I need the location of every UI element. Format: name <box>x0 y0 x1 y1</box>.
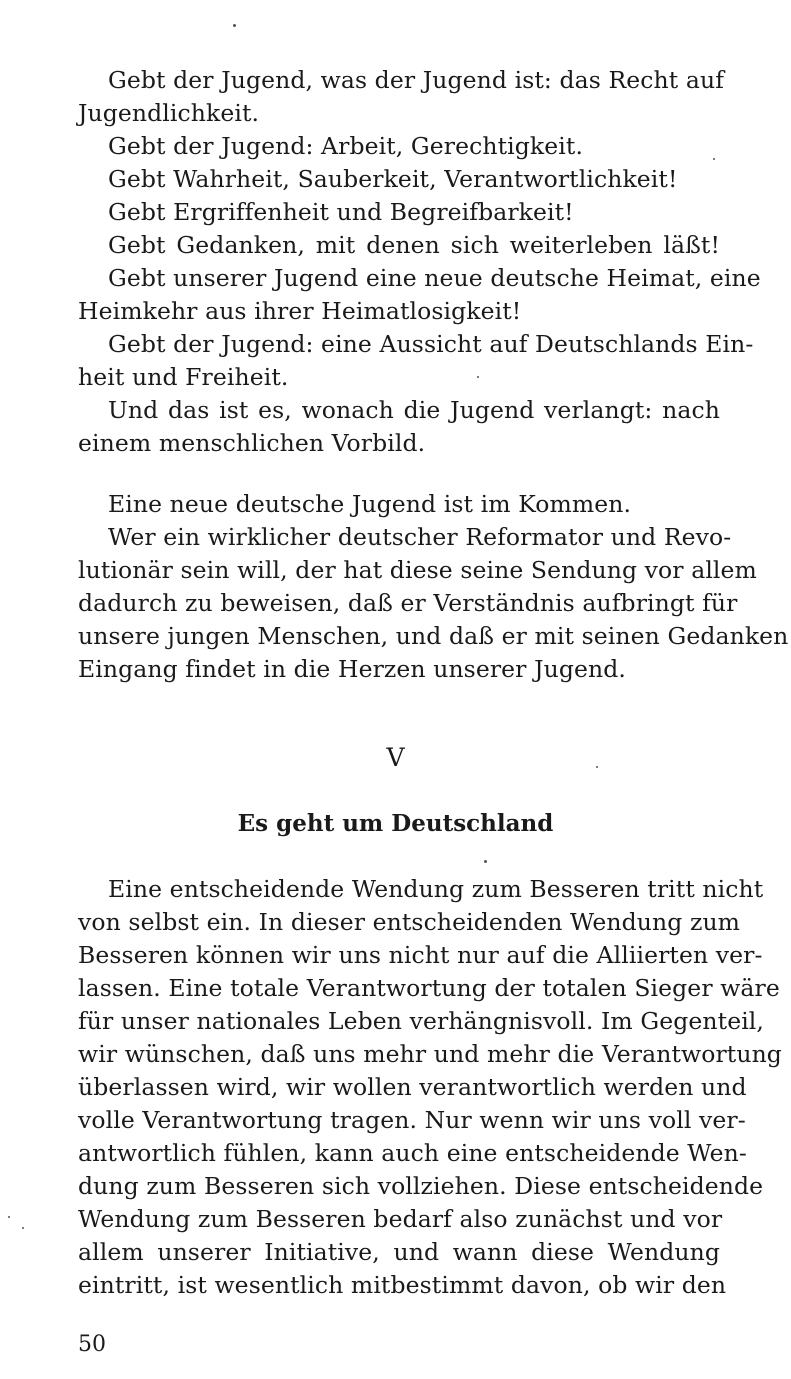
text-line: Gebt der Jugend: Arbeit, Gerechtigkeit. <box>108 132 584 160</box>
text-line: Eingang findet in die Herzen unserer Jugend. <box>78 655 626 683</box>
text-line: Heimkehr aus ihrer Heimatlosigkeit! <box>78 297 522 325</box>
text-line: Wendung zum Besseren bedarf also zunächst und vor <box>78 1205 723 1233</box>
text-line: für unser nationales Leben verhängnisvoll. Im Gegenteil, <box>78 1007 764 1035</box>
text-line: lutionär sein will, der hat diese seine Sendung vor allem <box>78 556 757 584</box>
text-line: Gebt der Jugend, was der Jugend ist: das Recht auf <box>108 66 725 94</box>
text-line: allem unserer Initiative, und wann diese Wendung <box>78 1238 720 1266</box>
text-line: Eine entscheidende Wendung zum Besseren tritt nicht <box>108 875 764 903</box>
text-line: Gebt Ergriffenheit und Begreifbarkeit! <box>108 198 574 226</box>
text-line: Jugendlichkeit. <box>78 99 260 127</box>
text-line: wir wünschen, daß uns mehr und mehr die Verantwortung <box>78 1040 782 1068</box>
section-title: Es geht um Deutschland <box>237 810 554 837</box>
section-number: V <box>386 743 405 772</box>
scan-speck <box>233 24 236 27</box>
text-line: dung zum Besseren sich vollziehen. Diese entscheidende <box>78 1172 764 1200</box>
text-line: Besseren können wir uns nicht nur auf die Alliierten ver- <box>78 941 763 969</box>
text-line: von selbst ein. In dieser entscheidenden Wendung zum <box>78 908 741 936</box>
text-line: Gebt Wahrheit, Sauberkeit, Verantwortlichkeit! <box>108 165 678 193</box>
scan-speck <box>596 766 598 768</box>
text-line: Eine neue deutsche Jugend ist im Kommen. <box>108 490 632 518</box>
text-line: antwortlich fühlen, kann auch eine entscheidende Wen- <box>78 1139 747 1167</box>
text-line: Gebt der Jugend: eine Aussicht auf Deutschlands Ein- <box>108 330 754 358</box>
scan-speck <box>477 376 479 378</box>
scan-speck <box>8 1216 10 1218</box>
scan-speck <box>484 860 487 863</box>
text-line: dadurch zu beweisen, daß er Verständnis aufbringt für <box>78 589 738 617</box>
text-line: überlassen wird, wir wollen verantwortlich werden und <box>78 1073 747 1101</box>
scan-speck <box>22 1227 24 1229</box>
text-line: einem menschlichen Vorbild. <box>78 429 426 457</box>
text-line: Gebt Gedanken, mit denen sich weiterleben läßt! <box>108 231 720 259</box>
text-line: unsere jungen Menschen, und daß er mit seinen Gedanken <box>78 622 789 650</box>
text-line: lassen. Eine totale Verantwortung der totalen Sieger wäre <box>78 974 780 1002</box>
text-line: volle Verantwortung tragen. Nur wenn wir uns voll ver- <box>78 1106 746 1134</box>
scan-speck <box>713 158 715 160</box>
text-line: Gebt unserer Jugend eine neue deutsche Heimat, eine <box>108 264 761 292</box>
text-line: heit und Freiheit. <box>78 363 289 391</box>
text-line: eintritt, ist wesentlich mitbestimmt davon, ob wir den <box>78 1271 727 1299</box>
page-number: 50 <box>78 1332 106 1357</box>
text-line: Wer ein wirklicher deutscher Reformator und Revo- <box>108 523 732 551</box>
text-line: Und das ist es, wonach die Jugend verlangt: nach <box>108 396 720 424</box>
